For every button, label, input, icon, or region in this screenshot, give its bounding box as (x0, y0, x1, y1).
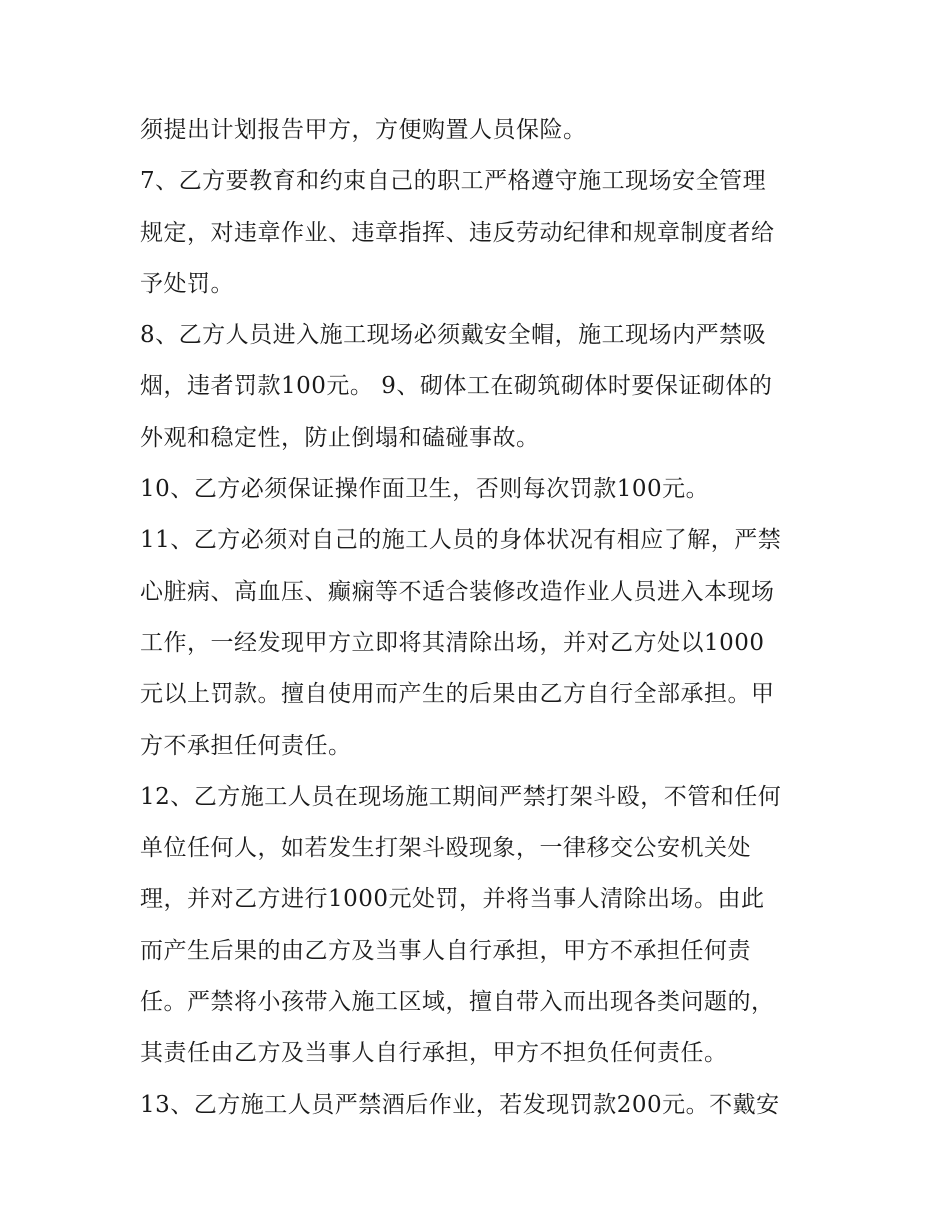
text-line: 任。严禁将小孩带入施工区域，擅自带入而出现各类问题的， (140, 989, 775, 1016)
text-line: 其责任由乙方及当事人自行承担，甲方不担负任何责任。 (140, 1040, 728, 1067)
text-line: 外观和稳定性，防止倒塌和磕碰事故。 (140, 424, 540, 451)
text-line: 11、乙方必须对自己的施工人员的身体状况有相应了解，严禁 (140, 527, 782, 554)
text-line: 单位任何人，如若发生打架斗殴现象，一律移交公安机关处 (140, 835, 751, 862)
document-body (140, 105, 820, 1131)
text-line: 予处罚。 (140, 270, 234, 297)
text-line: 8、乙方人员进入施工现场必须戴安全帽，施工现场内严禁吸 (140, 322, 767, 349)
text-line: 须提出计划报告甲方，方便购置人员保险。 (140, 117, 587, 143)
text-line: 规定，对违章作业、违章指挥、违反劳动纪律和规章制度者给 (140, 219, 775, 246)
text-line: 7、乙方要教育和约束自己的职工严格遵守施工现场安全管理 (140, 168, 767, 195)
text-line: 烟，违者罚款100元。 9、砌体工在砌筑砌体时要保证砌体的 (140, 373, 773, 400)
text-line: 13、乙方施工人员严禁酒后作业，若发现罚款200元。不戴安 (140, 1091, 780, 1118)
text-line: 元以上罚款。擅自使用而产生的后果由乙方自行全部承担。甲 (140, 681, 775, 708)
text-line: 12、乙方施工人员在现场施工期间严禁打架斗殴，不管和任何 (140, 783, 782, 810)
text-line: 而产生后果的由乙方及当事人自行承担，甲方不承担任何责 (140, 937, 751, 964)
text-line: 方不承担任何责任。 (140, 732, 352, 759)
text-line: 工作，一经发现甲方立即将其清除出场，并对乙方处以1000 (140, 629, 765, 656)
text-line: 10、乙方必须保证操作面卫生，否则每次罚款100元。 (140, 476, 710, 503)
text-line: 心脏病、高血压、癫痫等不适合装修改造作业人员进入本现场 (140, 578, 775, 605)
text-line: 理，并对乙方进行1000元处罚，并将当事人清除出场。由此 (140, 886, 765, 913)
